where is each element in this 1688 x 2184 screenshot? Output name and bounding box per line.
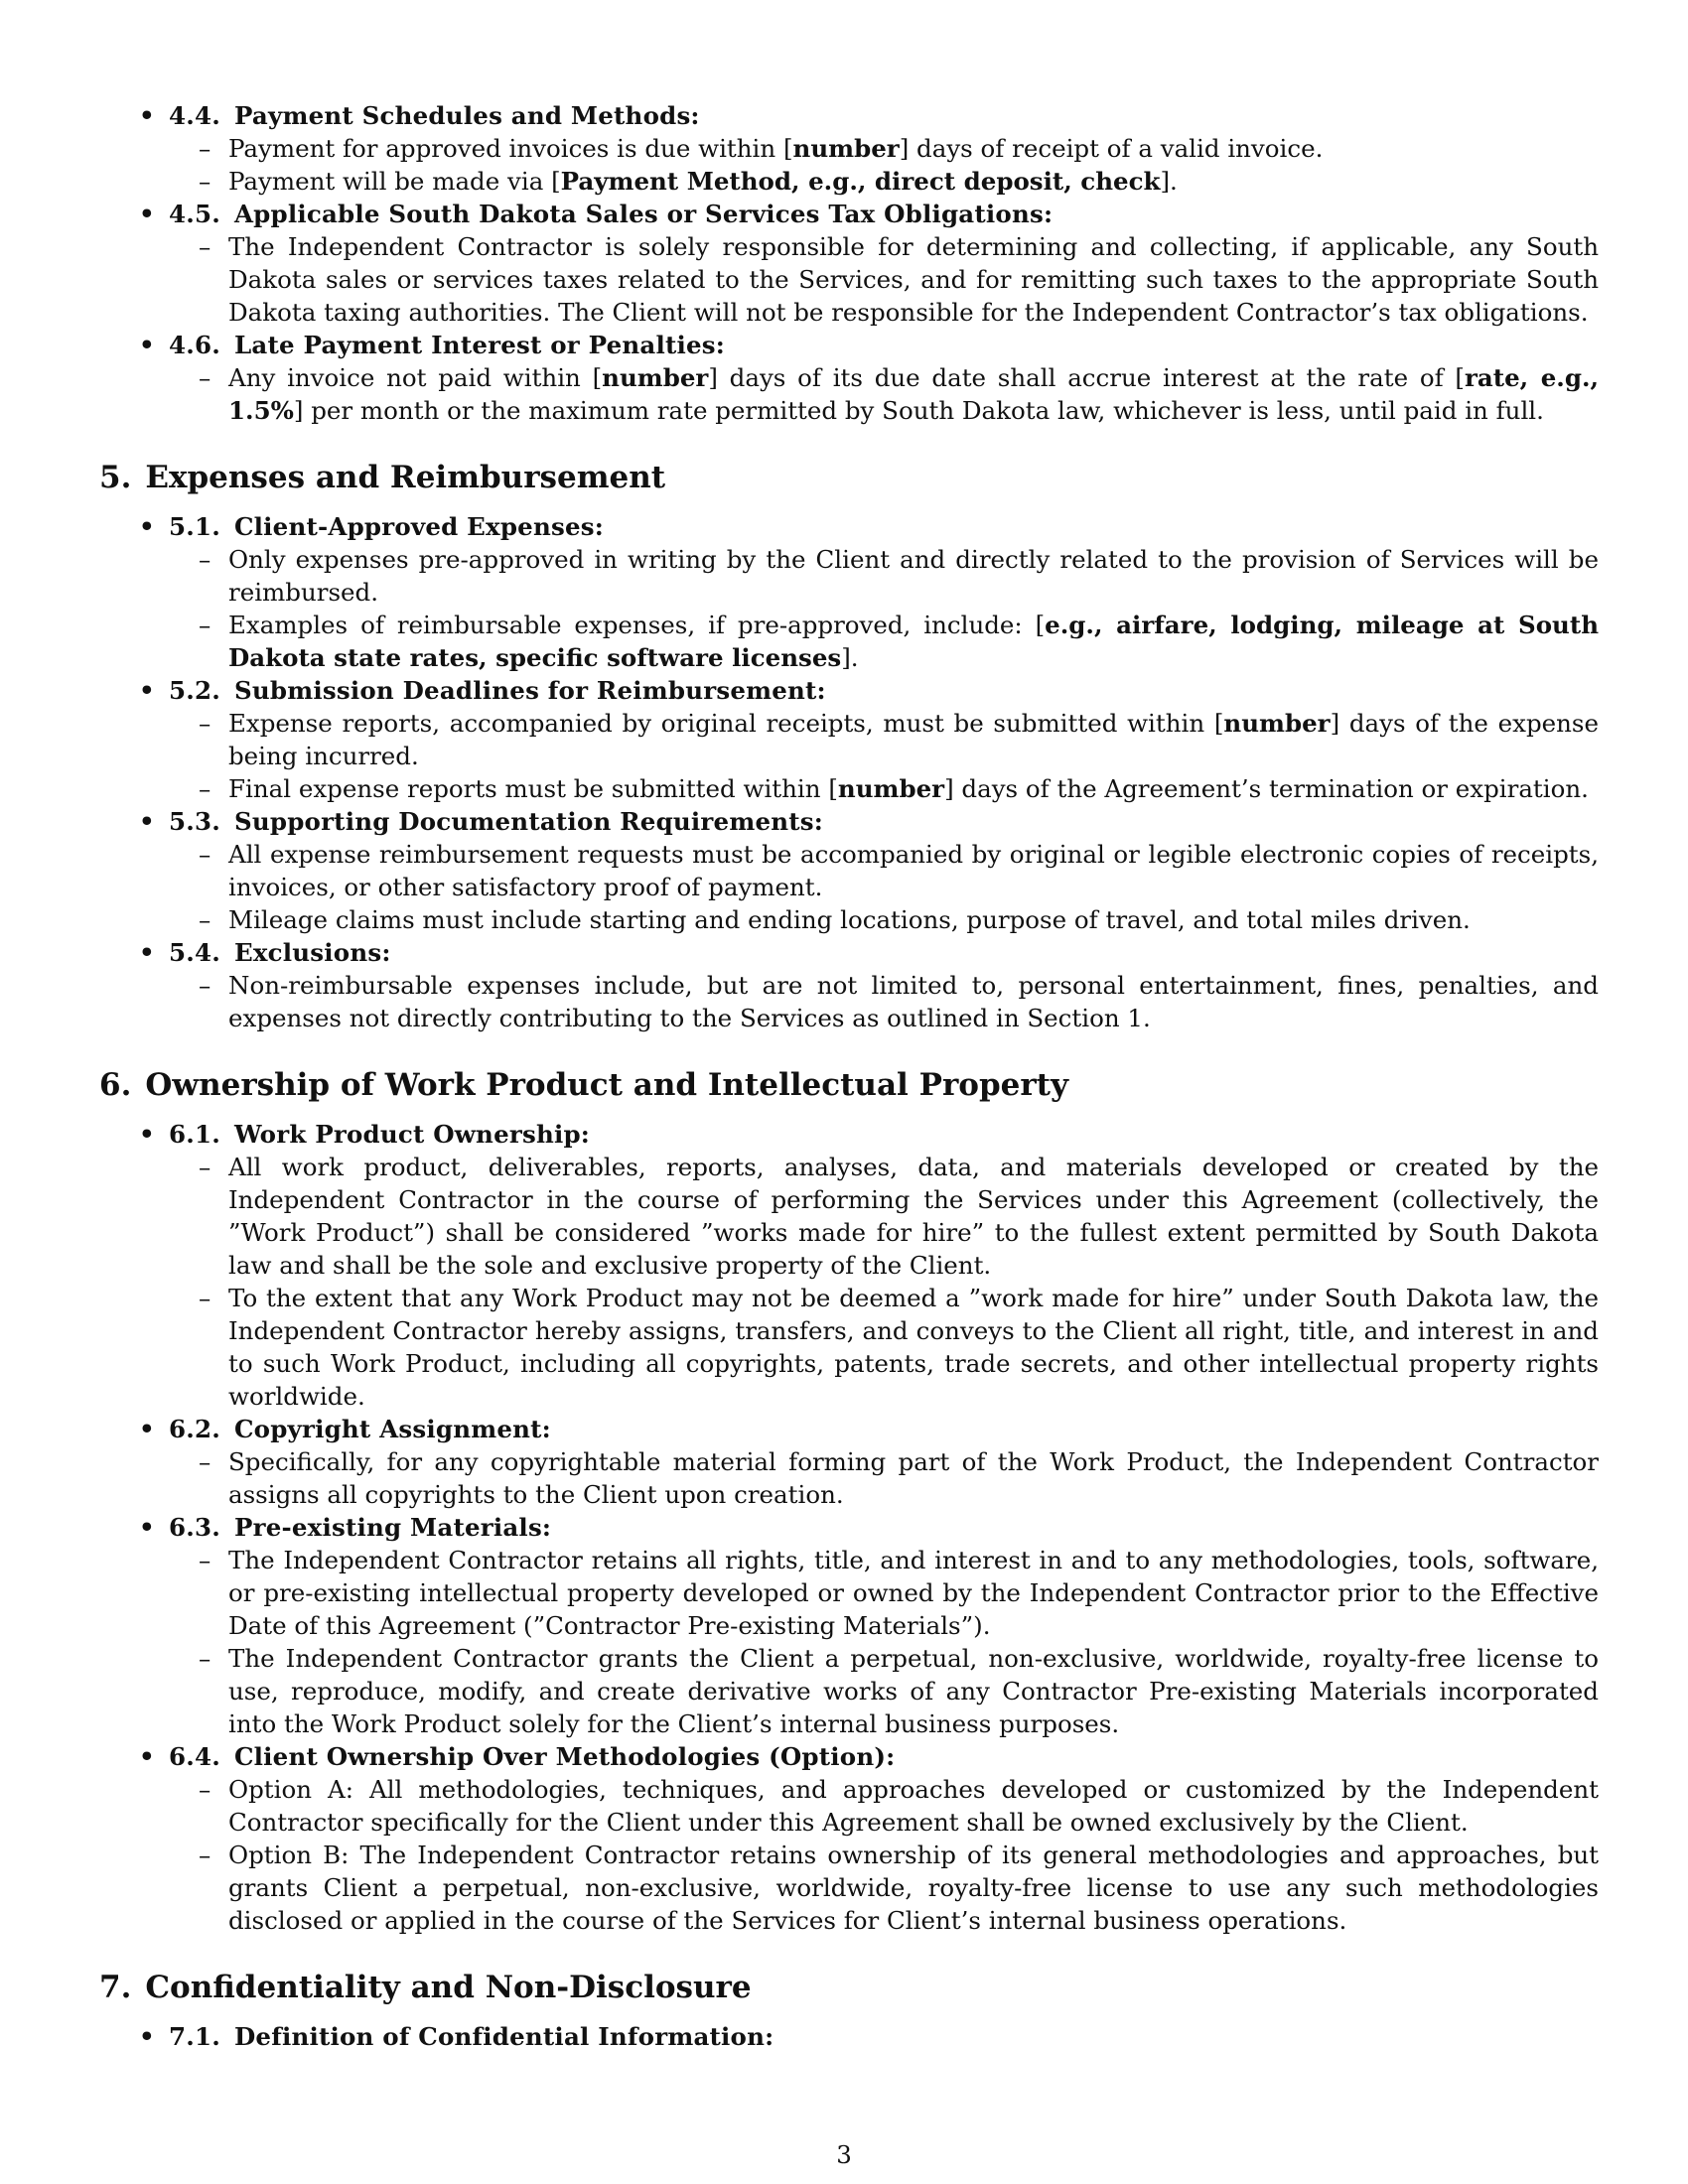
dash-icon: – <box>199 134 211 163</box>
clause-5-3 <box>99 805 1599 936</box>
bullet-icon: • <box>139 101 155 130</box>
subclause: – Specifically, for any copyrightable material forming part of the Work Product, the Independent Contractor assigns all copyrights to the Client upon creation. <box>199 1447 1599 1509</box>
subclause: – Payment will be made via [Payment Method, e.g., direct deposit, check]. <box>199 167 1178 196</box>
dash-icon: – <box>199 971 211 1000</box>
document-body <box>99 99 1599 2053</box>
subclause: – All work product, deliverables, reports, analyses, data, and materials developed or created by the Independent Contractor in the course of performing the Services under this Agreement (collectively, the ”Work Product”) shall be considered ”works made for hire” to the fullest extent permitted by South Dakota law and shall be the sole and exclusive property of the Client. <box>199 1153 1599 1280</box>
dash-icon: – <box>199 1644 211 1673</box>
section-heading-7: 7. Confidentiality and Non-Disclosure <box>99 1970 752 2005</box>
dash-icon: – <box>199 232 211 261</box>
subclause: – Option A: All methodologies, techniques, and approaches developed or customized by the Independent Contractor specifically for the Client under this Agreement shall be owned exclusively by the Client. <box>199 1775 1599 1837</box>
bullet-icon: • <box>139 1742 155 1771</box>
section-heading-5: 5. Expenses and Reimbursement <box>99 460 666 495</box>
subclause: – Payment for approved invoices is due within [number] days of receipt of a valid invoice. <box>199 134 1324 163</box>
bullet-icon: • <box>139 200 155 228</box>
clause-5-1 <box>99 510 1599 674</box>
subclause: – To the extent that any Work Product may not be deemed a ”work made for hire” under South Dakota law, the Independent Contractor hereby assigns, transfers, and conveys to the Client all right, title, and interest in and to such Work Product, including all copyrights, patents, trade secrets, and other intellectual property rights worldwide. <box>199 1284 1599 1411</box>
clause-title: 4.4. Payment Schedules and Methods: <box>169 101 700 130</box>
dash-icon: – <box>199 1153 211 1181</box>
dash-icon: – <box>199 167 211 196</box>
bullet-icon: • <box>139 2022 155 2051</box>
clause-title: 4.6. Late Payment Interest or Penalties: <box>169 331 726 359</box>
dash-icon: – <box>199 709 211 738</box>
clause-7-1 <box>99 2020 1599 2053</box>
subclause: – Final expense reports must be submitted within [number] days of the Agreement’s termination or expiration. <box>199 774 1589 803</box>
clause-title: 5.2. Submission Deadlines for Reimbursement: <box>169 676 826 705</box>
clause-title: 6.1. Work Product Ownership: <box>169 1120 591 1149</box>
clause-5-2 <box>99 674 1599 805</box>
bullet-icon: • <box>139 807 155 836</box>
dash-icon: – <box>199 1447 211 1476</box>
bullet-icon: • <box>139 676 155 705</box>
clause-6-1 <box>99 1118 1599 1413</box>
page-number: 3 <box>836 2140 852 2169</box>
clause-4-5 <box>99 198 1599 329</box>
subclause: – The Independent Contractor retains all rights, title, and interest in and to any methodologies, tools, software, or pre-existing intellectual property developed or owned by the Independent Contractor prior to the Effective Date of this Agreement (”Contractor Pre-existing Materials”). <box>199 1546 1599 1640</box>
clause-title: 4.5. Applicable South Dakota Sales or Services Tax Obligations: <box>169 200 1054 228</box>
subclause: – The Independent Contractor is solely responsible for determining and collecting, if applicable, any South Dakota sales or services taxes related to the Services, and for remitting such taxes to the appropriate South Dakota taxing authorities. The Client will not be responsible for the Independent Contractor’s tax obligations. <box>199 232 1599 327</box>
clause-title: 5.4. Exclusions: <box>169 938 391 967</box>
dash-icon: – <box>199 905 211 934</box>
clause-5-4 <box>99 936 1599 1034</box>
clause-title: 6.2. Copyright Assignment: <box>169 1415 551 1443</box>
dash-icon: – <box>199 774 211 803</box>
dash-icon: – <box>199 840 211 869</box>
dash-icon: – <box>199 1284 211 1312</box>
subclause: – Any invoice not paid within [number] days of its due date shall accrue interest at the rate of [rate, e.g., 1.5%] per month or the maximum rate permitted by South Dakota law, whichever is less, until paid in full. <box>199 363 1600 425</box>
bullet-icon: • <box>139 1415 155 1443</box>
bullet-icon: • <box>139 938 155 967</box>
subclause: – Non-reimbursable expenses include, but are not limited to, personal entertainment, fines, penalties, and expenses not directly contributing to the Services as outlined in Section 1. <box>199 971 1599 1032</box>
clause-title: 6.4. Client Ownership Over Methodologies (Option): <box>169 1742 896 1771</box>
subclause: – Only expenses pre-approved in writing by the Client and directly related to the provision of Services will be reimbursed. <box>199 545 1599 607</box>
clause-title: 5.1. Client-Approved Expenses: <box>169 512 605 541</box>
subclause: – Examples of reimbursable expenses, if pre-approved, include: [e.g., airfare, lodging, mileage at South Dakota state rates, specific software licenses]. <box>199 611 1600 672</box>
section-heading-6: 6. Ownership of Work Product and Intellectual Property <box>99 1067 1069 1103</box>
clause-title: 6.3. Pre-existing Materials: <box>169 1513 552 1542</box>
clause-6-4 <box>99 1740 1599 1937</box>
clause-title: 7.1. Definition of Confidential Information: <box>169 2022 774 2051</box>
dash-icon: – <box>199 545 211 574</box>
subclause: – The Independent Contractor grants the Client a perpetual, non-exclusive, worldwide, royalty-free license to use, reproduce, modify, and create derivative works of any Contractor Pre-existing Materials incorporated into the Work Product solely for the Client’s internal business purposes. <box>199 1644 1599 1738</box>
bullet-icon: • <box>139 512 155 541</box>
clause-4-6 <box>99 329 1599 427</box>
bullet-icon: • <box>139 1120 155 1149</box>
clause-title: 5.3. Supporting Documentation Requirements: <box>169 807 823 836</box>
clause-6-2 <box>99 1413 1599 1511</box>
clause-6-3 <box>99 1511 1599 1740</box>
bullet-icon: • <box>139 1513 155 1542</box>
subclause: – Mileage claims must include starting and ending locations, purpose of travel, and total miles driven. <box>199 905 1471 934</box>
dash-icon: – <box>199 611 211 639</box>
dash-icon: – <box>199 1841 211 1869</box>
subclause: – Option B: The Independent Contractor retains ownership of its general methodologies and approaches, but grants Client a perpetual, non-exclusive, worldwide, royalty-free license to use any such methodologies disclosed or applied in the course of the Services for Client’s internal business operations. <box>199 1841 1599 1935</box>
dash-icon: – <box>199 1546 211 1574</box>
bullet-icon: • <box>139 331 155 359</box>
dash-icon: – <box>199 1775 211 1804</box>
subclause: – All expense reimbursement requests must be accompanied by original or legible electronic copies of receipts, invoices, or other satisfactory proof of payment. <box>199 840 1599 901</box>
dash-icon: – <box>199 363 211 392</box>
clause-4-4 <box>99 99 1599 198</box>
subclause: – Expense reports, accompanied by original receipts, must be submitted within [number] days of the expense being incurred. <box>199 709 1599 770</box>
